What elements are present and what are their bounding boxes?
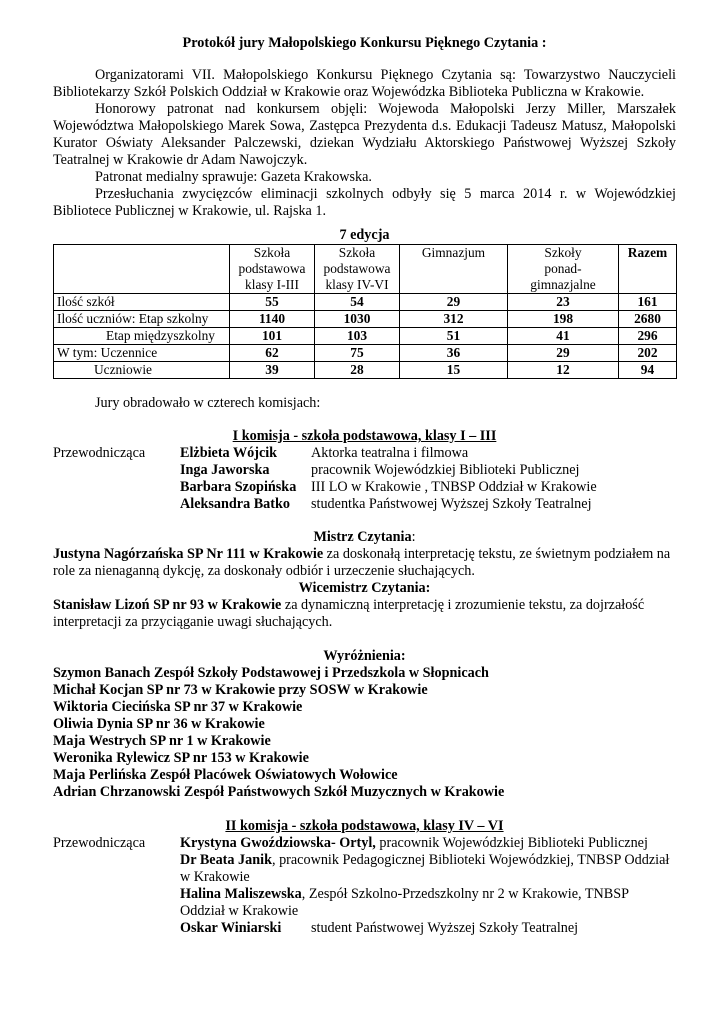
member-desc: pracownik Wojewódzkiej Biblioteki Publicznej bbox=[375, 835, 648, 851]
table-cell: 29 bbox=[508, 345, 619, 362]
table-row bbox=[54, 345, 677, 362]
vice-heading: Wicemistrz Czytania: bbox=[298, 580, 431, 596]
list-item: Michał Kocjan SP nr 73 w Krakowie przy SOSW w Krakowie bbox=[53, 682, 428, 698]
table-cell: 51 bbox=[400, 328, 508, 345]
row-label: Ilość uczniów: Etap szkolny bbox=[54, 311, 230, 328]
table-row bbox=[54, 328, 677, 345]
intro-hearings: Przesłuchania zwycięzców eliminacji szkolnych odbyły się 5 marca 2014 r. w Wojewódzkiej Bibliotece Publicznej w Krakowie, ul. Rajska 1. bbox=[53, 186, 676, 219]
commission-2-title: II komisja - szkoła podstawowa, klasy IV – VI bbox=[225, 818, 504, 834]
table-row bbox=[54, 311, 677, 328]
table-cell: 1030 bbox=[315, 311, 400, 328]
table-cell: 39 bbox=[230, 362, 315, 379]
table-cell: 62 bbox=[230, 345, 315, 362]
list-item: Oliwia Dynia SP nr 36 w Krakowie bbox=[53, 716, 265, 732]
table-row bbox=[54, 294, 677, 311]
table-cell: 28 bbox=[315, 362, 400, 379]
intro-organizers: Organizatorami VII. Małopolskiego Konkursu Pięknego Czytania są: Towarzystwo Nauczycieli Bibliotekarzy Szkół Polskich Oddział w Krakowie oraz Wojewódzka Biblioteka Publiczna w Krakowie. bbox=[53, 67, 676, 100]
member-desc: , pracownik Pedagogicznej Biblioteki Wojewódzkiej, TNBSP Oddział w Krakowie bbox=[180, 852, 670, 885]
table-header-cell: Szkoły ponad- gimnazjalne bbox=[508, 245, 619, 294]
master-name: Justyna Nagórzańska SP Nr 111 w Krakowie bbox=[53, 546, 324, 562]
statistics-table bbox=[53, 244, 677, 379]
member-desc: student Państwowej Wyższej Szkoły Teatralnej bbox=[311, 920, 579, 936]
member-desc: pracownik Wojewódzkiej Biblioteki Publicznej bbox=[311, 462, 580, 478]
table-cell: 23 bbox=[508, 294, 619, 311]
commission-2-members bbox=[53, 835, 676, 937]
member-name: Aleksandra Batko bbox=[180, 496, 290, 512]
table-cell: 198 bbox=[508, 311, 619, 328]
member-desc: Aktorka teatralna i filmowa bbox=[311, 445, 469, 461]
table-cell: 101 bbox=[230, 328, 315, 345]
table-cell: 296 bbox=[619, 328, 677, 345]
member-name: Halina Maliszewska bbox=[180, 886, 302, 902]
list-item: Szymon Banach Zespół Szkoły Podstawowej i Przedszkola w Słopnicach bbox=[53, 665, 489, 681]
intro-media-patronage: Patronat medialny sprawuje: Gazeta Krakowska. bbox=[95, 169, 372, 185]
table-header-cell: Gimnazjum bbox=[400, 245, 508, 294]
table-cell: 1140 bbox=[230, 311, 315, 328]
vice-name: Stanisław Lizoń SP nr 93 w Krakowie bbox=[53, 597, 282, 613]
table-cell: 312 bbox=[400, 311, 508, 328]
list-item: Maja Perlińska Zespół Placówek Oświatowych Wołowice bbox=[53, 767, 398, 783]
jury-intro: Jury obradowało w czterech komisjach: bbox=[95, 395, 321, 411]
member-desc: , Zespół Szkolno-Przedszkolny nr 2 w Krakowie, TNBSP Oddział w Krakowie bbox=[180, 886, 629, 919]
commission-1-members bbox=[53, 445, 676, 513]
list-item bbox=[53, 462, 676, 479]
table-cell: 36 bbox=[400, 345, 508, 362]
vice-award bbox=[53, 597, 676, 631]
table-header-cell: Szkoła podstawowa klasy I-III bbox=[230, 245, 315, 294]
table-cell: 29 bbox=[400, 294, 508, 311]
table-header-cell: Szkoła podstawowa klasy IV-VI bbox=[315, 245, 400, 294]
member-desc: III LO w Krakowie , TNBSP Oddział w Krakowie bbox=[311, 479, 597, 495]
member-desc: studentka Państwowej Wyższej Szkoły Teatralnej bbox=[311, 496, 592, 512]
honors-heading: Wyróżnienia: bbox=[323, 648, 406, 664]
table-cell: 2680 bbox=[619, 311, 677, 328]
member-name: Barbara Szopińska bbox=[180, 479, 297, 495]
table-header-cell: Razem bbox=[619, 245, 677, 294]
chair-label: Przewodnicząca bbox=[53, 835, 146, 851]
table-cell: 75 bbox=[315, 345, 400, 362]
chair-label: Przewodnicząca bbox=[53, 445, 146, 461]
member-name: Inga Jaworska bbox=[180, 462, 270, 478]
table-cell: 94 bbox=[619, 362, 677, 379]
member-name: Elżbieta Wójcik bbox=[180, 445, 278, 461]
table-header-row bbox=[54, 245, 677, 294]
table-cell: 55 bbox=[230, 294, 315, 311]
member-name: Krystyna Gwoździowska- Ortyl, bbox=[180, 835, 376, 851]
commission-1-title: I komisja - szkoła podstawowa, klasy I – III bbox=[232, 428, 497, 444]
row-label: Uczniowie bbox=[54, 362, 230, 379]
master-text: za doskonałą interpretację tekstu, ze świetnym podziałem na role za nienaganną dykcję, za doskonały odbiór i urzeczenie słuchających. bbox=[53, 546, 671, 579]
document-title: Protokół jury Małopolskiego Konkursu Pięknego Czytania : bbox=[182, 35, 547, 51]
row-label: W tym: Uczennice bbox=[54, 345, 230, 362]
list-item bbox=[53, 479, 676, 496]
list-item: Weronika Rylewicz SP nr 153 w Krakowie bbox=[53, 750, 309, 766]
intro-patronage: Honorowy patronat nad konkursem objęli: Wojewoda Małopolski Jerzy Miller, Marszałek Województwa Małopolskiego Marek Sowa, Zastępca Prezydenta d.s. Edukacji Tadeusz Matusz, Małopolski Kurator Oświaty Aleksander Palczewski, dziekan Wydziału Aktorskiego Państwowej Wyższej Szkoły Teatralnej w Krakowie dr Adam Nawojczyk. bbox=[53, 101, 676, 168]
list-item bbox=[53, 852, 676, 886]
member-name: Dr Beata Janik bbox=[180, 852, 272, 868]
list-item bbox=[53, 886, 676, 920]
table-cell: 202 bbox=[619, 345, 677, 362]
table-cell: 15 bbox=[400, 362, 508, 379]
table-row bbox=[54, 362, 677, 379]
list-item bbox=[53, 920, 676, 937]
list-item bbox=[53, 496, 676, 513]
table-cell: 161 bbox=[619, 294, 677, 311]
table-header-empty bbox=[54, 245, 230, 294]
row-label: Ilość szkół bbox=[54, 294, 230, 311]
table-caption: 7 edycja bbox=[339, 227, 390, 243]
list-item bbox=[53, 445, 676, 462]
document-page bbox=[53, 35, 676, 937]
table-cell: 12 bbox=[508, 362, 619, 379]
master-heading: Mistrz Czytania: bbox=[313, 529, 416, 545]
master-award bbox=[53, 546, 676, 580]
member-name: Oskar Winiarski bbox=[180, 920, 282, 936]
table-cell: 41 bbox=[508, 328, 619, 345]
table-cell: 103 bbox=[315, 328, 400, 345]
list-item: Wiktoria Ciecińska SP nr 37 w Krakowie bbox=[53, 699, 303, 715]
list-item: Maja Westrych SP nr 1 w Krakowie bbox=[53, 733, 271, 749]
vice-text: za dynamiczną interpretację i zrozumienie tekstu, za dojrzałość interpretacji za przyciąganie uwagi słuchających. bbox=[53, 597, 645, 630]
list-item bbox=[53, 835, 676, 852]
table-cell: 54 bbox=[315, 294, 400, 311]
list-item: Adrian Chrzanowski Zespół Państwowych Szkół Muzycznych w Krakowie bbox=[53, 784, 505, 800]
row-label: Etap międzyszkolny bbox=[54, 328, 230, 345]
